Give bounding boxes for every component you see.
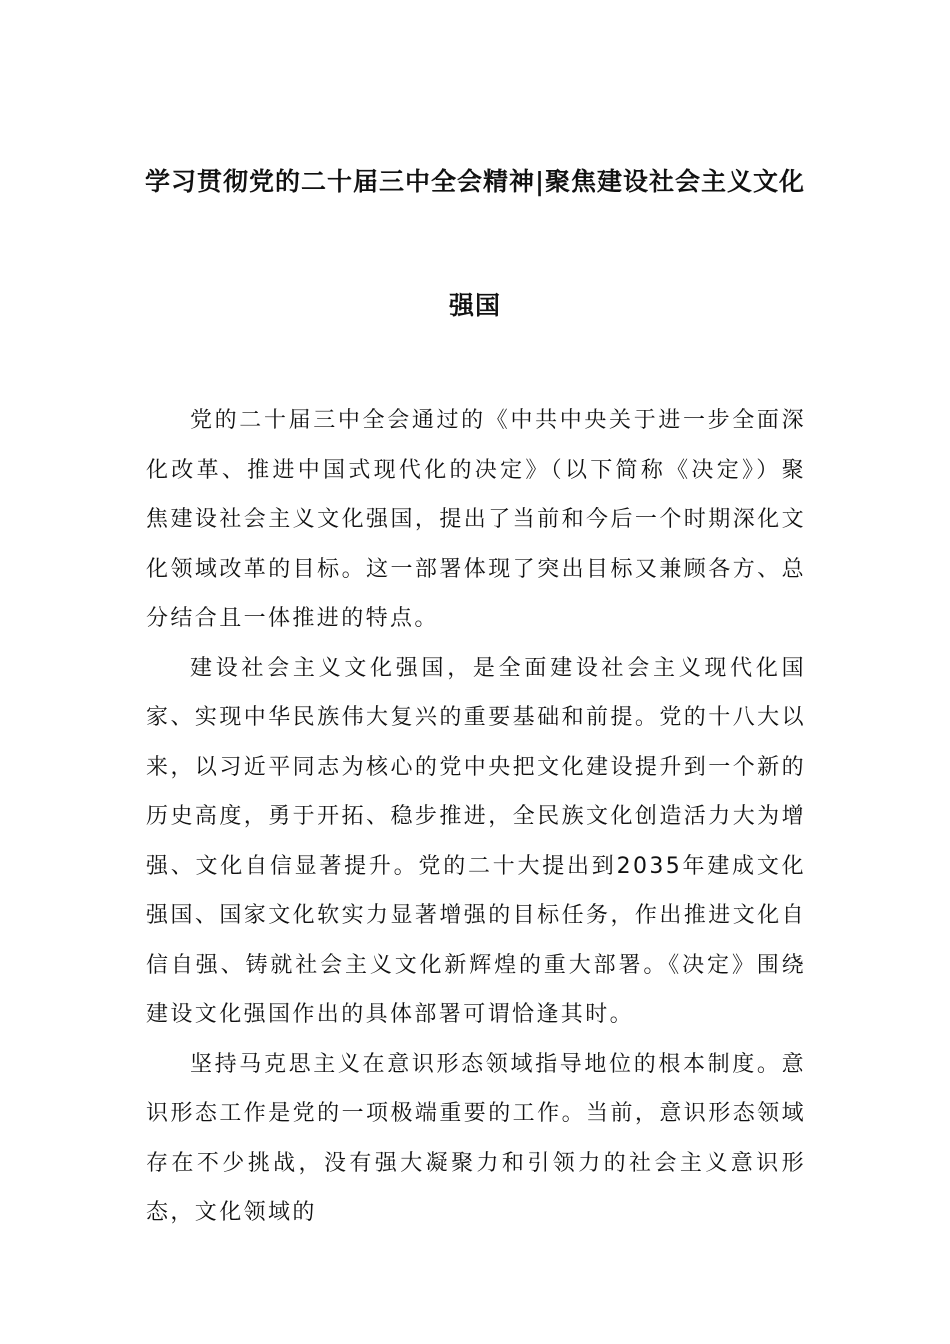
paragraph-2: 建设社会主义文化强国，是全面建设社会主义现代化国家、实现中华民族伟大复兴的重要基础和前提。党的十八大以来，以习近平同志为核心的党中央把文化建设提升到一个新的历史高度，勇于开拓、稳步推进，全民族文化创造活力大为增强、文化自信显著提升。党的二十大提出到2035年建成文化强国、国家文化软实力显著增强的目标任务，作出推进文化自信自强、铸就社会主义文化新辉煌的重大部署。《决定》围绕建设文化强国作出的具体部署可谓恰逢其时。	[146, 655, 806, 1027]
document-title-line-1: 学习贯彻党的二十届三中全会精神|聚焦建设社会主义文化	[144, 167, 806, 196]
paragraph-3: 坚持马克思主义在意识形态领域指导地位的根本制度。意识形态工作是党的一项极端重要的工作。当前，意识形态领域存在不少挑战，没有强大凝聚力和引领力的社会主义意识形态，文化领域的	[146, 1051, 806, 1225]
paragraph-1: 党的二十届三中全会通过的《中共中央关于进一步全面深化改革、推进中国式现代化的决定》（以下简称《决定》）聚焦建设社会主义文化强国，提出了当前和今后一个时期深化文化领域改革的目标。这一部署体现了突出目标又兼顾各方、总分结合且一体推进的特点。	[146, 408, 806, 631]
document-title-line-2: 强国	[448, 291, 501, 320]
document-body	[146, 396, 806, 1238]
